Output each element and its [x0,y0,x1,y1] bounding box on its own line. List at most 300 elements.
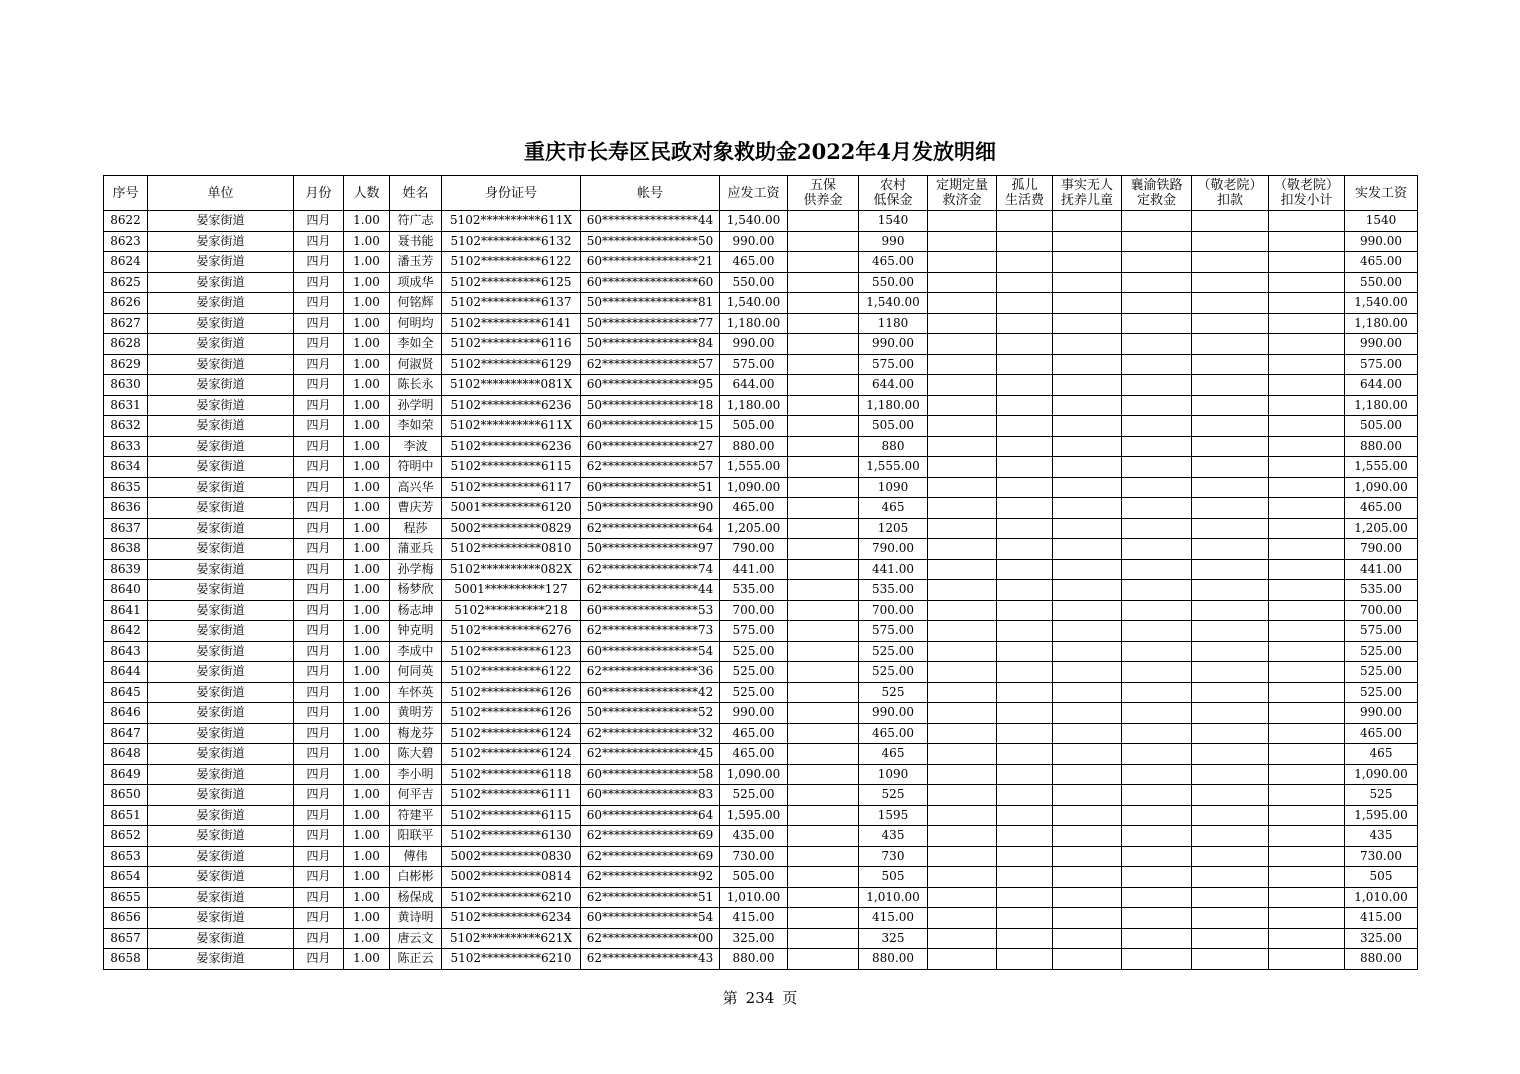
cell-seq: 8622 [104,211,148,232]
cell-month: 四月 [294,211,344,232]
cell-guer [997,375,1053,396]
cell-name: 杨梦欣 [390,580,442,601]
table-row [104,416,1418,437]
cell-account: 50****************84 [581,334,720,355]
cell-seq: 8627 [104,313,148,334]
cell-actual: 1,090.00 [1345,764,1418,785]
cell-jlykk [1192,887,1269,908]
cell-month: 四月 [294,703,344,724]
cell-name: 李如全 [390,334,442,355]
cell-people: 1.00 [344,334,390,355]
cell-wubao [788,375,859,396]
cell-due: 1,555.00 [720,457,788,478]
cell-guer [997,826,1053,847]
cell-name: 李小明 [390,764,442,785]
cell-name: 蒲亚兵 [390,539,442,560]
cell-dibao: 435 [859,826,928,847]
cell-month: 四月 [294,723,344,744]
cell-name: 黄明芳 [390,703,442,724]
cell-dingqi [928,293,997,314]
cell-month: 四月 [294,252,344,273]
cell-due: 990.00 [720,703,788,724]
cell-unit: 晏家街道 [148,846,294,867]
cell-xiangyu [1122,662,1192,683]
table-row [104,600,1418,621]
cell-due: 790.00 [720,539,788,560]
cell-seq: 8657 [104,928,148,949]
cell-account: 60****************44 [581,211,720,232]
cell-jlyxj [1269,641,1345,662]
cell-month: 四月 [294,928,344,949]
cell-account: 50****************81 [581,293,720,314]
cell-guer [997,395,1053,416]
cell-people: 1.00 [344,764,390,785]
cell-people: 1.00 [344,211,390,232]
cell-guer [997,723,1053,744]
cell-account: 60****************58 [581,764,720,785]
cell-guer [997,908,1053,929]
cell-name: 陈长永 [390,375,442,396]
cell-month: 四月 [294,805,344,826]
cell-jlykk [1192,703,1269,724]
cell-dibao: 1090 [859,477,928,498]
cell-shishi [1053,518,1122,539]
cell-dingqi [928,764,997,785]
cell-shishi [1053,416,1122,437]
cell-shishi [1053,375,1122,396]
table-row [104,457,1418,478]
cell-due: 880.00 [720,436,788,457]
relief-payment-table [103,175,1418,970]
cell-due: 990.00 [720,334,788,355]
cell-dingqi [928,621,997,642]
cell-people: 1.00 [344,272,390,293]
table-body [104,211,1418,970]
cell-people: 1.00 [344,887,390,908]
cell-seq: 8646 [104,703,148,724]
cell-id: 5102**********6132 [442,231,581,252]
cell-name: 何淑贤 [390,354,442,375]
cell-seq: 8623 [104,231,148,252]
cell-people: 1.00 [344,703,390,724]
cell-shishi [1053,703,1122,724]
cell-jlyxj [1269,313,1345,334]
cell-guer [997,682,1053,703]
cell-seq: 8644 [104,662,148,683]
cell-xiangyu [1122,313,1192,334]
cell-people: 1.00 [344,518,390,539]
table-row [104,252,1418,273]
cell-jlykk [1192,272,1269,293]
cell-name: 白彬彬 [390,867,442,888]
cell-xiangyu [1122,252,1192,273]
cell-month: 四月 [294,375,344,396]
cell-account: 60****************42 [581,682,720,703]
cell-id: 5102**********6115 [442,457,581,478]
cell-account: 62****************92 [581,867,720,888]
cell-id: 5102**********6124 [442,723,581,744]
column-header-shishi: 事实无人 抚养儿童 [1053,176,1122,211]
cell-due: 550.00 [720,272,788,293]
cell-xiangyu [1122,375,1192,396]
cell-unit: 晏家街道 [148,621,294,642]
cell-wubao [788,744,859,765]
cell-jlykk [1192,334,1269,355]
cell-name: 李成中 [390,641,442,662]
cell-jlyxj [1269,908,1345,929]
cell-actual: 525.00 [1345,682,1418,703]
cell-wubao [788,785,859,806]
cell-people: 1.00 [344,395,390,416]
cell-account: 62****************00 [581,928,720,949]
cell-name: 何明均 [390,313,442,334]
cell-wubao [788,518,859,539]
cell-wubao [788,293,859,314]
cell-account: 62****************64 [581,518,720,539]
cell-id: 5102**********6210 [442,949,581,970]
cell-people: 1.00 [344,416,390,437]
cell-xiangyu [1122,457,1192,478]
cell-people: 1.00 [344,846,390,867]
cell-unit: 晏家街道 [148,293,294,314]
cell-month: 四月 [294,764,344,785]
cell-dingqi [928,477,997,498]
cell-actual: 465.00 [1345,723,1418,744]
cell-people: 1.00 [344,539,390,560]
cell-dingqi [928,887,997,908]
cell-xiangyu [1122,682,1192,703]
cell-xiangyu [1122,641,1192,662]
cell-account: 60****************53 [581,600,720,621]
cell-name: 黄诗明 [390,908,442,929]
cell-name: 何平吉 [390,785,442,806]
cell-shishi [1053,928,1122,949]
cell-people: 1.00 [344,313,390,334]
cell-dingqi [928,559,997,580]
cell-dibao: 325 [859,928,928,949]
cell-actual: 990.00 [1345,334,1418,355]
cell-shishi [1053,580,1122,601]
cell-name: 傅伟 [390,846,442,867]
cell-actual: 535.00 [1345,580,1418,601]
cell-shishi [1053,621,1122,642]
cell-jlyxj [1269,416,1345,437]
cell-xiangyu [1122,805,1192,826]
cell-shishi [1053,313,1122,334]
cell-wubao [788,908,859,929]
cell-people: 1.00 [344,580,390,601]
cell-unit: 晏家街道 [148,723,294,744]
cell-id: 5102**********6137 [442,293,581,314]
cell-seq: 8626 [104,293,148,314]
cell-wubao [788,334,859,355]
cell-account: 60****************60 [581,272,720,293]
cell-guer [997,703,1053,724]
cell-dingqi [928,231,997,252]
cell-guer [997,764,1053,785]
cell-month: 四月 [294,867,344,888]
cell-id: 5102**********6118 [442,764,581,785]
cell-people: 1.00 [344,252,390,273]
cell-shishi [1053,949,1122,970]
cell-account: 50****************77 [581,313,720,334]
cell-seq: 8636 [104,498,148,519]
cell-dingqi [928,826,997,847]
cell-guer [997,539,1053,560]
cell-jlyxj [1269,621,1345,642]
cell-jlykk [1192,641,1269,662]
cell-account: 62****************51 [581,887,720,908]
cell-guer [997,252,1053,273]
cell-jlykk [1192,559,1269,580]
cell-jlykk [1192,682,1269,703]
cell-month: 四月 [294,518,344,539]
cell-jlykk [1192,252,1269,273]
cell-dingqi [928,600,997,621]
cell-unit: 晏家街道 [148,662,294,683]
cell-xiangyu [1122,539,1192,560]
cell-id: 5102**********6126 [442,703,581,724]
cell-dingqi [928,457,997,478]
cell-unit: 晏家街道 [148,867,294,888]
cell-jlykk [1192,723,1269,744]
column-header-id: 身份证号 [442,176,581,211]
cell-dibao: 1595 [859,805,928,826]
cell-wubao [788,539,859,560]
cell-xiangyu [1122,928,1192,949]
cell-actual: 325.00 [1345,928,1418,949]
cell-due: 525.00 [720,682,788,703]
cell-xiangyu [1122,416,1192,437]
table-row [104,518,1418,539]
cell-guer [997,231,1053,252]
cell-people: 1.00 [344,662,390,683]
cell-people: 1.00 [344,641,390,662]
cell-guer [997,928,1053,949]
cell-seq: 8643 [104,641,148,662]
cell-guer [997,498,1053,519]
cell-month: 四月 [294,334,344,355]
cell-shishi [1053,867,1122,888]
cell-shishi [1053,744,1122,765]
cell-account: 60****************21 [581,252,720,273]
cell-wubao [788,354,859,375]
cell-dibao: 525 [859,785,928,806]
cell-name: 潘玉芳 [390,252,442,273]
cell-month: 四月 [294,354,344,375]
cell-jlykk [1192,457,1269,478]
cell-name: 程莎 [390,518,442,539]
cell-guer [997,600,1053,621]
cell-dibao: 465.00 [859,252,928,273]
cell-dibao: 700.00 [859,600,928,621]
cell-month: 四月 [294,539,344,560]
cell-seq: 8640 [104,580,148,601]
table-row [104,949,1418,970]
cell-month: 四月 [294,785,344,806]
cell-due: 465.00 [720,723,788,744]
cell-name: 唐云文 [390,928,442,949]
cell-people: 1.00 [344,785,390,806]
cell-wubao [788,764,859,785]
cell-dibao: 644.00 [859,375,928,396]
cell-seq: 8638 [104,539,148,560]
cell-due: 990.00 [720,231,788,252]
cell-dibao: 535.00 [859,580,928,601]
cell-dingqi [928,375,997,396]
cell-actual: 505.00 [1345,416,1418,437]
table-row [104,826,1418,847]
cell-jlyxj [1269,477,1345,498]
cell-due: 505.00 [720,867,788,888]
cell-account: 62****************69 [581,846,720,867]
cell-unit: 晏家街道 [148,559,294,580]
cell-people: 1.00 [344,621,390,642]
cell-people: 1.00 [344,908,390,929]
table-row [104,498,1418,519]
cell-jlykk [1192,846,1269,867]
cell-account: 62****************44 [581,580,720,601]
cell-jlykk [1192,293,1269,314]
cell-people: 1.00 [344,826,390,847]
cell-xiangyu [1122,887,1192,908]
cell-seq: 8639 [104,559,148,580]
cell-jlyxj [1269,662,1345,683]
cell-jlyxj [1269,395,1345,416]
cell-people: 1.00 [344,457,390,478]
cell-account: 62****************74 [581,559,720,580]
cell-month: 四月 [294,682,344,703]
cell-month: 四月 [294,621,344,642]
cell-dingqi [928,723,997,744]
cell-guer [997,457,1053,478]
table-row [104,928,1418,949]
cell-wubao [788,231,859,252]
cell-jlyxj [1269,867,1345,888]
cell-shishi [1053,211,1122,232]
cell-shishi [1053,252,1122,273]
cell-due: 441.00 [720,559,788,580]
cell-id: 5102**********6125 [442,272,581,293]
cell-dingqi [928,641,997,662]
cell-wubao [788,436,859,457]
cell-xiangyu [1122,436,1192,457]
cell-dibao: 1,555.00 [859,457,928,478]
column-header-xiangyu: 襄渝铁路 定救金 [1122,176,1192,211]
cell-jlyxj [1269,539,1345,560]
cell-actual: 1,090.00 [1345,477,1418,498]
column-header-due: 应发工资 [720,176,788,211]
cell-account: 62****************69 [581,826,720,847]
cell-seq: 8642 [104,621,148,642]
cell-people: 1.00 [344,559,390,580]
cell-dingqi [928,334,997,355]
cell-wubao [788,416,859,437]
cell-due: 1,205.00 [720,518,788,539]
cell-seq: 8635 [104,477,148,498]
cell-xiangyu [1122,621,1192,642]
table-row [104,785,1418,806]
cell-actual: 1,555.00 [1345,457,1418,478]
cell-shishi [1053,785,1122,806]
cell-guer [997,272,1053,293]
cell-jlykk [1192,395,1269,416]
cell-id: 5102**********611X [442,211,581,232]
cell-actual: 505 [1345,867,1418,888]
cell-actual: 990.00 [1345,703,1418,724]
cell-id: 5102**********081X [442,375,581,396]
cell-jlyxj [1269,887,1345,908]
cell-due: 1,540.00 [720,211,788,232]
cell-seq: 8631 [104,395,148,416]
column-header-jlyxj: （敬老院） 扣发小计 [1269,176,1345,211]
cell-shishi [1053,908,1122,929]
cell-dibao: 505.00 [859,416,928,437]
cell-id: 5102**********6122 [442,662,581,683]
cell-seq: 8630 [104,375,148,396]
cell-people: 1.00 [344,436,390,457]
cell-actual: 1,540.00 [1345,293,1418,314]
table-row [104,703,1418,724]
cell-unit: 晏家街道 [148,416,294,437]
cell-wubao [788,641,859,662]
cell-account: 62****************73 [581,621,720,642]
cell-id: 5102**********621X [442,928,581,949]
cell-dingqi [928,354,997,375]
cell-actual: 441.00 [1345,559,1418,580]
cell-month: 四月 [294,887,344,908]
cell-unit: 晏家街道 [148,395,294,416]
cell-dingqi [928,313,997,334]
cell-month: 四月 [294,826,344,847]
column-header-dibao: 农村 低保金 [859,176,928,211]
cell-unit: 晏家街道 [148,744,294,765]
cell-account: 62****************32 [581,723,720,744]
cell-shishi [1053,334,1122,355]
cell-unit: 晏家街道 [148,539,294,560]
table-header-row [104,176,1418,211]
cell-jlyxj [1269,211,1345,232]
cell-dingqi [928,846,997,867]
cell-seq: 8652 [104,826,148,847]
cell-month: 四月 [294,744,344,765]
cell-actual: 790.00 [1345,539,1418,560]
cell-dingqi [928,518,997,539]
table-row [104,334,1418,355]
cell-id: 5002**********0830 [442,846,581,867]
cell-actual: 525.00 [1345,641,1418,662]
cell-jlykk [1192,477,1269,498]
cell-unit: 晏家街道 [148,477,294,498]
cell-month: 四月 [294,395,344,416]
cell-actual: 465.00 [1345,498,1418,519]
cell-unit: 晏家街道 [148,354,294,375]
page-number-suffix: 页 [782,989,798,1007]
cell-jlykk [1192,375,1269,396]
table-row [104,723,1418,744]
cell-wubao [788,313,859,334]
cell-seq: 8645 [104,682,148,703]
cell-jlykk [1192,580,1269,601]
cell-wubao [788,580,859,601]
cell-seq: 8628 [104,334,148,355]
column-header-people: 人数 [344,176,390,211]
cell-dibao: 1,180.00 [859,395,928,416]
cell-dingqi [928,211,997,232]
cell-jlyxj [1269,354,1345,375]
cell-id: 5001**********127 [442,580,581,601]
cell-wubao [788,682,859,703]
